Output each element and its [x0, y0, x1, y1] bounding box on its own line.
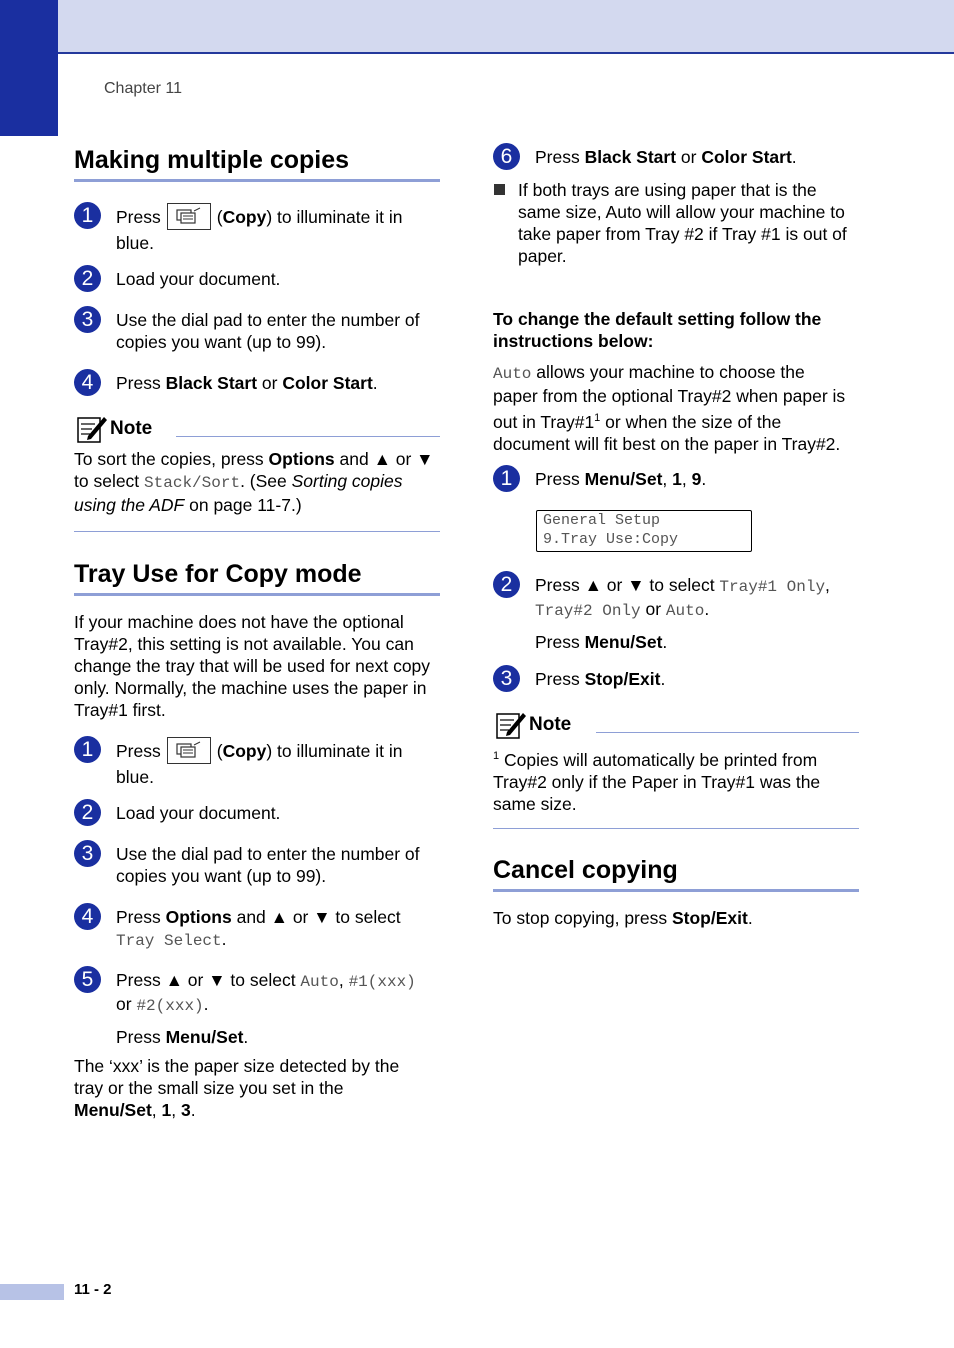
section-title: Making multiple copies	[74, 144, 440, 182]
section-cancel-copying	[493, 854, 859, 892]
step-1: 1 Press (Copy) to illuminate it in blue.	[74, 202, 440, 252]
step-number: 6	[493, 143, 520, 170]
cancel-text: To stop copying, press Stop/Exit.	[493, 908, 753, 928]
copy-key-icon	[167, 737, 211, 764]
section-divider	[493, 828, 859, 829]
section-divider	[74, 531, 440, 532]
note-divider	[596, 732, 859, 733]
note-label: Note	[110, 418, 153, 439]
tray-outro: The ‘xxx’ is the paper size detected by the tray or the small size you set in the Menu/Set, 1, 3.	[74, 1056, 400, 1120]
chapter-tab	[0, 0, 58, 136]
step-4: 4 Press Black Start or Color Start.	[74, 369, 440, 399]
step-2: 2 Press ▲ or ▼ to select Tray#1 Only, Tray#2 Only or Auto. Press Menu/Set.	[493, 571, 859, 651]
step-number: 2	[74, 799, 101, 826]
section-title: Cancel copying	[493, 854, 859, 892]
note-pencil-icon	[495, 710, 527, 740]
footer-marker	[0, 1284, 64, 1300]
default-setting-heading: To change the default setting follow the instructions below:	[493, 309, 822, 351]
step-number: 1	[74, 202, 101, 229]
step-number: 2	[493, 571, 520, 598]
section-title: Tray Use for Copy mode	[74, 558, 440, 596]
step-number: 4	[74, 903, 101, 930]
tray-intro: If your machine does not have the optional Tray#2, this setting is not available. You can change the tray that will be used for next copy only. Normally, the machine uses the paper in Tray#1 first.	[74, 612, 431, 720]
note-text: $^1$ Copies will automatically be printed from Tray#2 only if the Paper in Tray#1 was the same size.	[493, 749, 821, 814]
step-number: 2	[74, 265, 101, 292]
step-number: 1	[74, 736, 101, 763]
step-number: 5	[74, 966, 101, 993]
step-3: 3 Use the dial pad to enter the number of copies you want (up to 99).	[74, 840, 440, 890]
step-1: 1 Press Menu/Set, 1, 9.	[493, 465, 859, 495]
step-number: 3	[74, 306, 101, 333]
step-5: 5 Press ▲ or ▼ to select Auto, #1(xxx) or #2(xxx). Press Menu/Set.	[74, 966, 440, 1046]
step-2: 2 Load your document.	[74, 265, 440, 295]
default-setting-text: Auto allows your machine to choose the paper from the optional Tray#2 when paper is out in $Tray\#1^1$ or when the size of the document will fit best on the paper in Tray#2.	[493, 362, 846, 454]
note-header	[493, 708, 859, 738]
step-number: 1	[493, 465, 520, 492]
header-band	[0, 0, 954, 54]
section-making-copies	[74, 144, 440, 182]
chapter-label: Chapter 11	[104, 80, 182, 97]
step-number: 4	[74, 369, 101, 396]
section-tray-use	[74, 558, 440, 596]
copy-key-icon	[167, 203, 211, 230]
note-pencil-icon	[76, 414, 108, 444]
step-3: 3 Use the dial pad to enter the number of copies you want (up to 99).	[74, 306, 440, 356]
note-divider	[176, 436, 440, 437]
bullet-text: If both trays are using paper that is the same size, Auto will allow your machine to take paper from Tray #2 if Tray #1 is out of paper.	[518, 180, 847, 266]
step-6: 6 Press Black Start or Color Start.	[493, 143, 859, 173]
step-3: 3 Press Stop/Exit.	[493, 665, 859, 695]
lcd-display: General Setup 9.Tray Use:Copy	[536, 510, 752, 552]
step-2: 2 Load your document.	[74, 799, 440, 829]
page-number: 11 - 2	[74, 1281, 112, 1298]
step-4: 4 Press Options and ▲ or ▼ to select Tray Select.	[74, 903, 440, 953]
note-text: To sort the copies, press Options and ▲ or ▼ to select Stack/Sort. (See Sorting copies using the ADF on page 11-7.)	[74, 449, 434, 515]
bullet-marker	[494, 184, 505, 195]
note-label: Note	[529, 714, 572, 735]
step-1: 1 Press (Copy) to illuminate it in blue.	[74, 736, 440, 786]
step-number: 3	[74, 840, 101, 867]
step-number: 3	[493, 665, 520, 692]
note-header	[74, 412, 440, 442]
